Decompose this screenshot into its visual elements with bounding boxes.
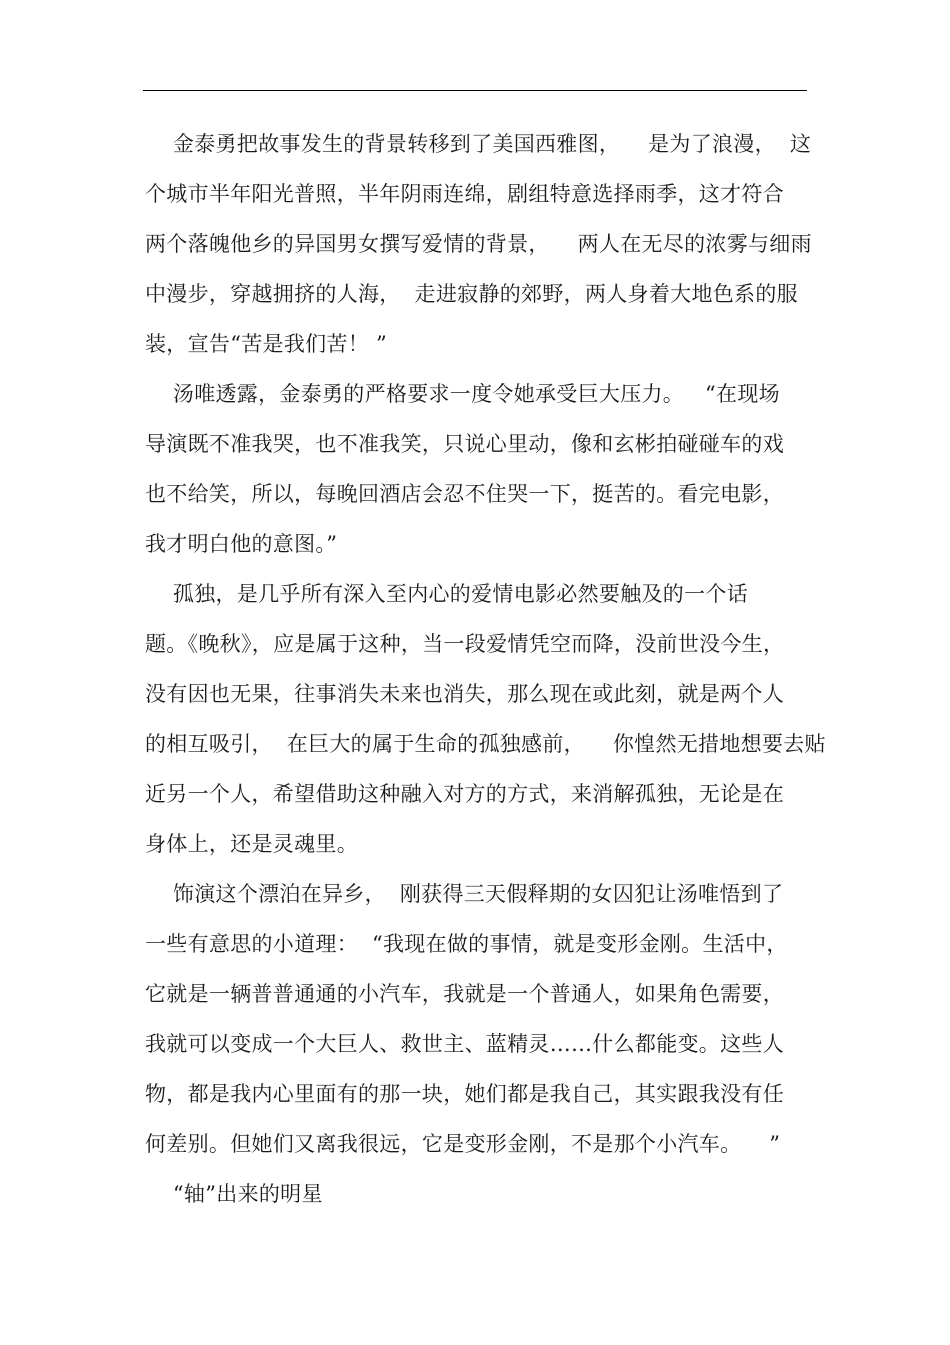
text-line: 装，宣告“苦是我们苦！ ” (145, 332, 388, 356)
text-line: 汤唯透露，金泰勇的严格要求一度令她承受巨大压力。 “在现场 (145, 382, 780, 406)
text-line: 题。《晚秋》，应是属于这种，当一段爱情凭空而降，没前世没今生， (145, 632, 785, 656)
text-line: 中漫步，穿越拥挤的人海， 走进寂静的郊野，两人身着大地色系的服 (145, 282, 798, 306)
text-line: 饰演这个漂泊在异乡， 刚获得三天假释期的女囚犯让汤唯悟到了 (145, 882, 784, 906)
text-line: 何差别。但她们又离我很远，它是变形金刚，不是那个小汽车。 ” (145, 1132, 781, 1156)
text-line: 它就是一辆普普通通的小汽车，我就是一个普通人，如果角色需要， (145, 982, 784, 1006)
text-line: 导演既不准我哭，也不准我笑，只说心里动，像和玄彬拍碰碰车的戏 (145, 432, 784, 456)
text-line: 我就可以变成一个大巨人、救世主、蓝精灵……什么都能变。这些人 (145, 1032, 784, 1056)
text-line: 的相互吸引， 在巨大的属于生命的孤独感前， 你惶然无措地想要去贴 (145, 732, 826, 756)
text-line: 我才明白他的意图。” (145, 532, 338, 556)
section-heading: “轴”出来的明星 (145, 1182, 323, 1206)
text-line: 近另一个人，希望借助这种融入对方的方式，来消解孤独，无论是在 (145, 782, 784, 806)
text-line: 也不给笑，所以，每晚回酒店会忍不住哭一下，挺苦的。看完电影， (145, 482, 784, 506)
text-line: 金泰勇把故事发生的背景转移到了美国西雅图， 是为了浪漫， 这 (145, 132, 812, 156)
text-line: 物，都是我内心里面有的那一块，她们都是我自己，其实跟我没有任 (145, 1082, 784, 1106)
text-line: 没有因也无果，往事消失未来也消失，那么现在或此刻，就是两个人 (145, 682, 784, 706)
text-line: 个城市半年阳光普照，半年阴雨连绵，剧组特意选择雨季，这才符合 (145, 182, 784, 206)
text-line: 一些有意思的小道理： “我现在做的事情，就是变形金刚。生活中， (145, 932, 788, 956)
text-line: 孤独，是几乎所有深入至内心的爱情电影必然要触及的一个话 (145, 582, 748, 606)
text-line: 身体上，还是灵魂里。 (145, 832, 358, 856)
text-line: 两个落魄他乡的异国男女撰写爱情的背景， 两人在无尽的浓雾与细雨 (145, 232, 812, 256)
